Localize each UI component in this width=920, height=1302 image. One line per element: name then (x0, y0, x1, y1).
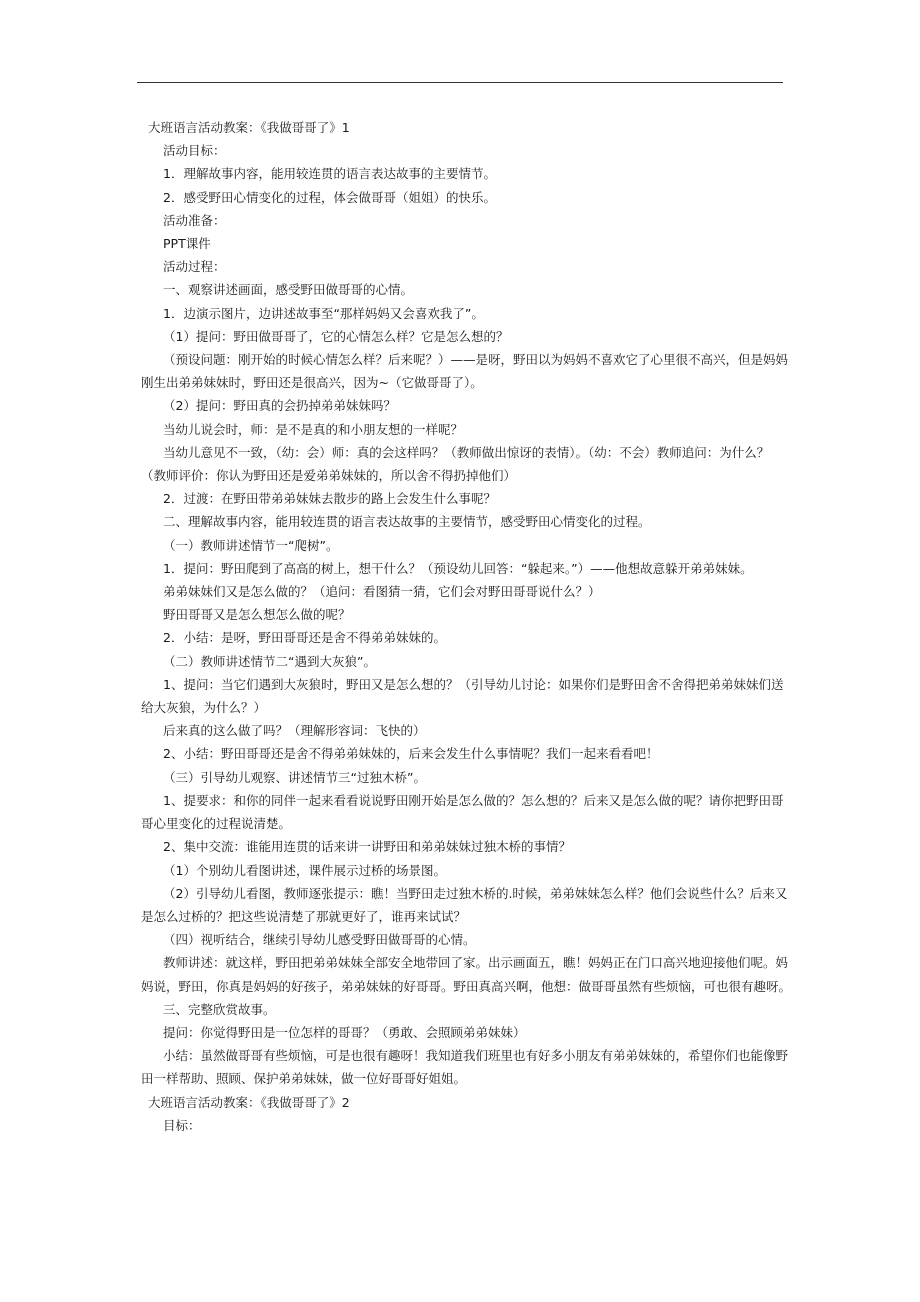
paragraph: 小结：虽然做哥哥有些烦恼，可是也很有趣呀！我知道我们班里也有好多小朋友有弟弟妹妹的，希望你们也能像野田一样帮助、照顾、保护弟弟妹妹，做一位好哥哥好姐姐。 (141, 1048, 789, 1087)
paragraph: （2）引导幼儿看图，教师逐张提示：瞧！当野田走过独木桥的.时候，弟弟妹妹怎么样？他们会说些什么？后来又是怎么过桥的？把这些说清楚了那就更好了，谁再来试试？ (141, 885, 788, 924)
paragraph: 活动目标： (163, 143, 226, 159)
paragraph: 2．小结：是呀，野田哥哥还是舍不得弟弟妹妹的。 (163, 630, 446, 646)
paragraph: 2．感受野田心情变化的过程，体会做哥哥（姐姐）的快乐。 (163, 189, 496, 205)
paragraph: 1．理解故事内容，能用较连贯的语言表达故事的主要情节。 (163, 166, 496, 182)
paragraph: （预设问题：刚开始的时候心情怎么样？后来呢？）——是呀，野田以为妈妈不喜欢它了心里很不高兴，但是妈妈刚生出弟弟妹妹时，野田还是很高兴，因为~（它做哥哥了）。 (141, 352, 789, 391)
paragraph: （2）提问：野田真的会扔掉弟弟妹妹吗？ (163, 398, 396, 414)
paragraph: 大班语言活动教案：《我做哥哥了》2 (148, 1094, 350, 1110)
paragraph: 当幼儿意见不一致，（幼：会）师：真的会这样吗？（教师做出惊讶的表情）。（幼：不会）教师追问：为什么？（教师评价：你认为野田还是爱弟弟妹妹的，所以舍不得扔掉他们） (141, 444, 770, 484)
paragraph: （1）提问：野田做哥哥了，它的心情怎么样？它是怎么想的？ (163, 328, 509, 344)
paragraph: （一）教师讲述情节一“爬树”。 (163, 537, 339, 553)
paragraph: 提问：你觉得野田是一位怎样的哥哥？（勇敢、会照顾弟弟妹妹） (163, 1024, 526, 1040)
paragraph: 1．边演示图片，边讲述故事至“那样妈妈又会喜欢我了”。 (163, 305, 484, 321)
header-rule (137, 82, 783, 83)
paragraph: 大班语言活动教案：《我做哥哥了》1 (148, 120, 350, 135)
paragraph: 1、提要求：和你的同伴一起来看看说说野田刚开始是怎么做的？怎么想的？后来又是怎么做的呢？请你把野田哥哥心里变化的过程说清楚。 (141, 792, 784, 832)
paragraph: 教师讲述：就这样，野田把弟弟妹妹全部安全地带回了家。出示画面五，瞧！妈妈正在门口高兴地迎接他们呢。妈妈说，野田，你真是妈妈的好孩子，弟弟妹妹的好哥哥。野田真高兴啊，他想：做哥哥虽然有些烦恼，可也很有趣呀。 (141, 955, 792, 994)
paragraph: 后来真的这么做了吗？（理解形容词：飞快的） (163, 723, 426, 739)
paragraph: （四）视听结合，继续引导幼儿感受野田做哥哥的心情。 (163, 932, 476, 948)
paragraph: 1．提问：野田爬到了高高的树上，想干什么？（预设幼儿回答：“躲起来。”）——他想故意躲开弟弟妹妹。 (163, 560, 753, 576)
paragraph: （三）引导幼儿观察、讲述情节三“过独木桥”。 (163, 769, 426, 785)
paragraph: 目标： (163, 1117, 201, 1133)
paragraph: 野田哥哥又是怎么想怎么做的呢？ (163, 607, 351, 623)
paragraph: 2、小结：野田哥哥还是舍不得弟弟妹妹的，后来会发生什么事情呢？我们一起来看看吧！ (163, 746, 659, 762)
paragraph: （1）个别幼儿看图讲述，课件展示过桥的场景图。 (163, 862, 446, 878)
paragraph: 1、提问：当它们遇到大灰狼时，野田又是怎么想的？（引导幼儿讨论：如果你们是野田舍不舍得把弟弟妹妹们送给大灰狼，为什么？） (141, 676, 784, 716)
paragraph: 活动准备： (163, 212, 226, 228)
paragraph: 当幼儿说会时，师：是不是真的和小朋友想的一样呢？ (163, 421, 464, 437)
paragraph: 2、集中交流：谁能用连贯的话来讲一讲野田和弟弟妹妹过独木桥的事情？ (163, 839, 571, 855)
paragraph: （二）教师讲述情节二“遇到大灰狼”。 (163, 653, 376, 669)
paragraph: 二、理解故事内容，能用较连贯的语言表达故事的主要情节，感受野田心情变化的过程。 (163, 514, 651, 530)
paragraph: 弟弟妹妹们又是怎么做的？（追问：看图猜一猜，它们会对野田哥哥说什么？） (163, 584, 601, 600)
paragraph: 三、完整欣赏故事。 (163, 1001, 276, 1017)
document-body (141, 116, 793, 1137)
paragraph: 活动过程： (163, 259, 226, 275)
paragraph: PPT课件 (163, 236, 211, 252)
paragraph: 一、观察讲述画面，感受野田做哥哥的心情。 (163, 282, 414, 298)
paragraph: 2．过渡：在野田带弟弟妹妹去散步的路上会发生什么事呢？ (163, 491, 496, 507)
